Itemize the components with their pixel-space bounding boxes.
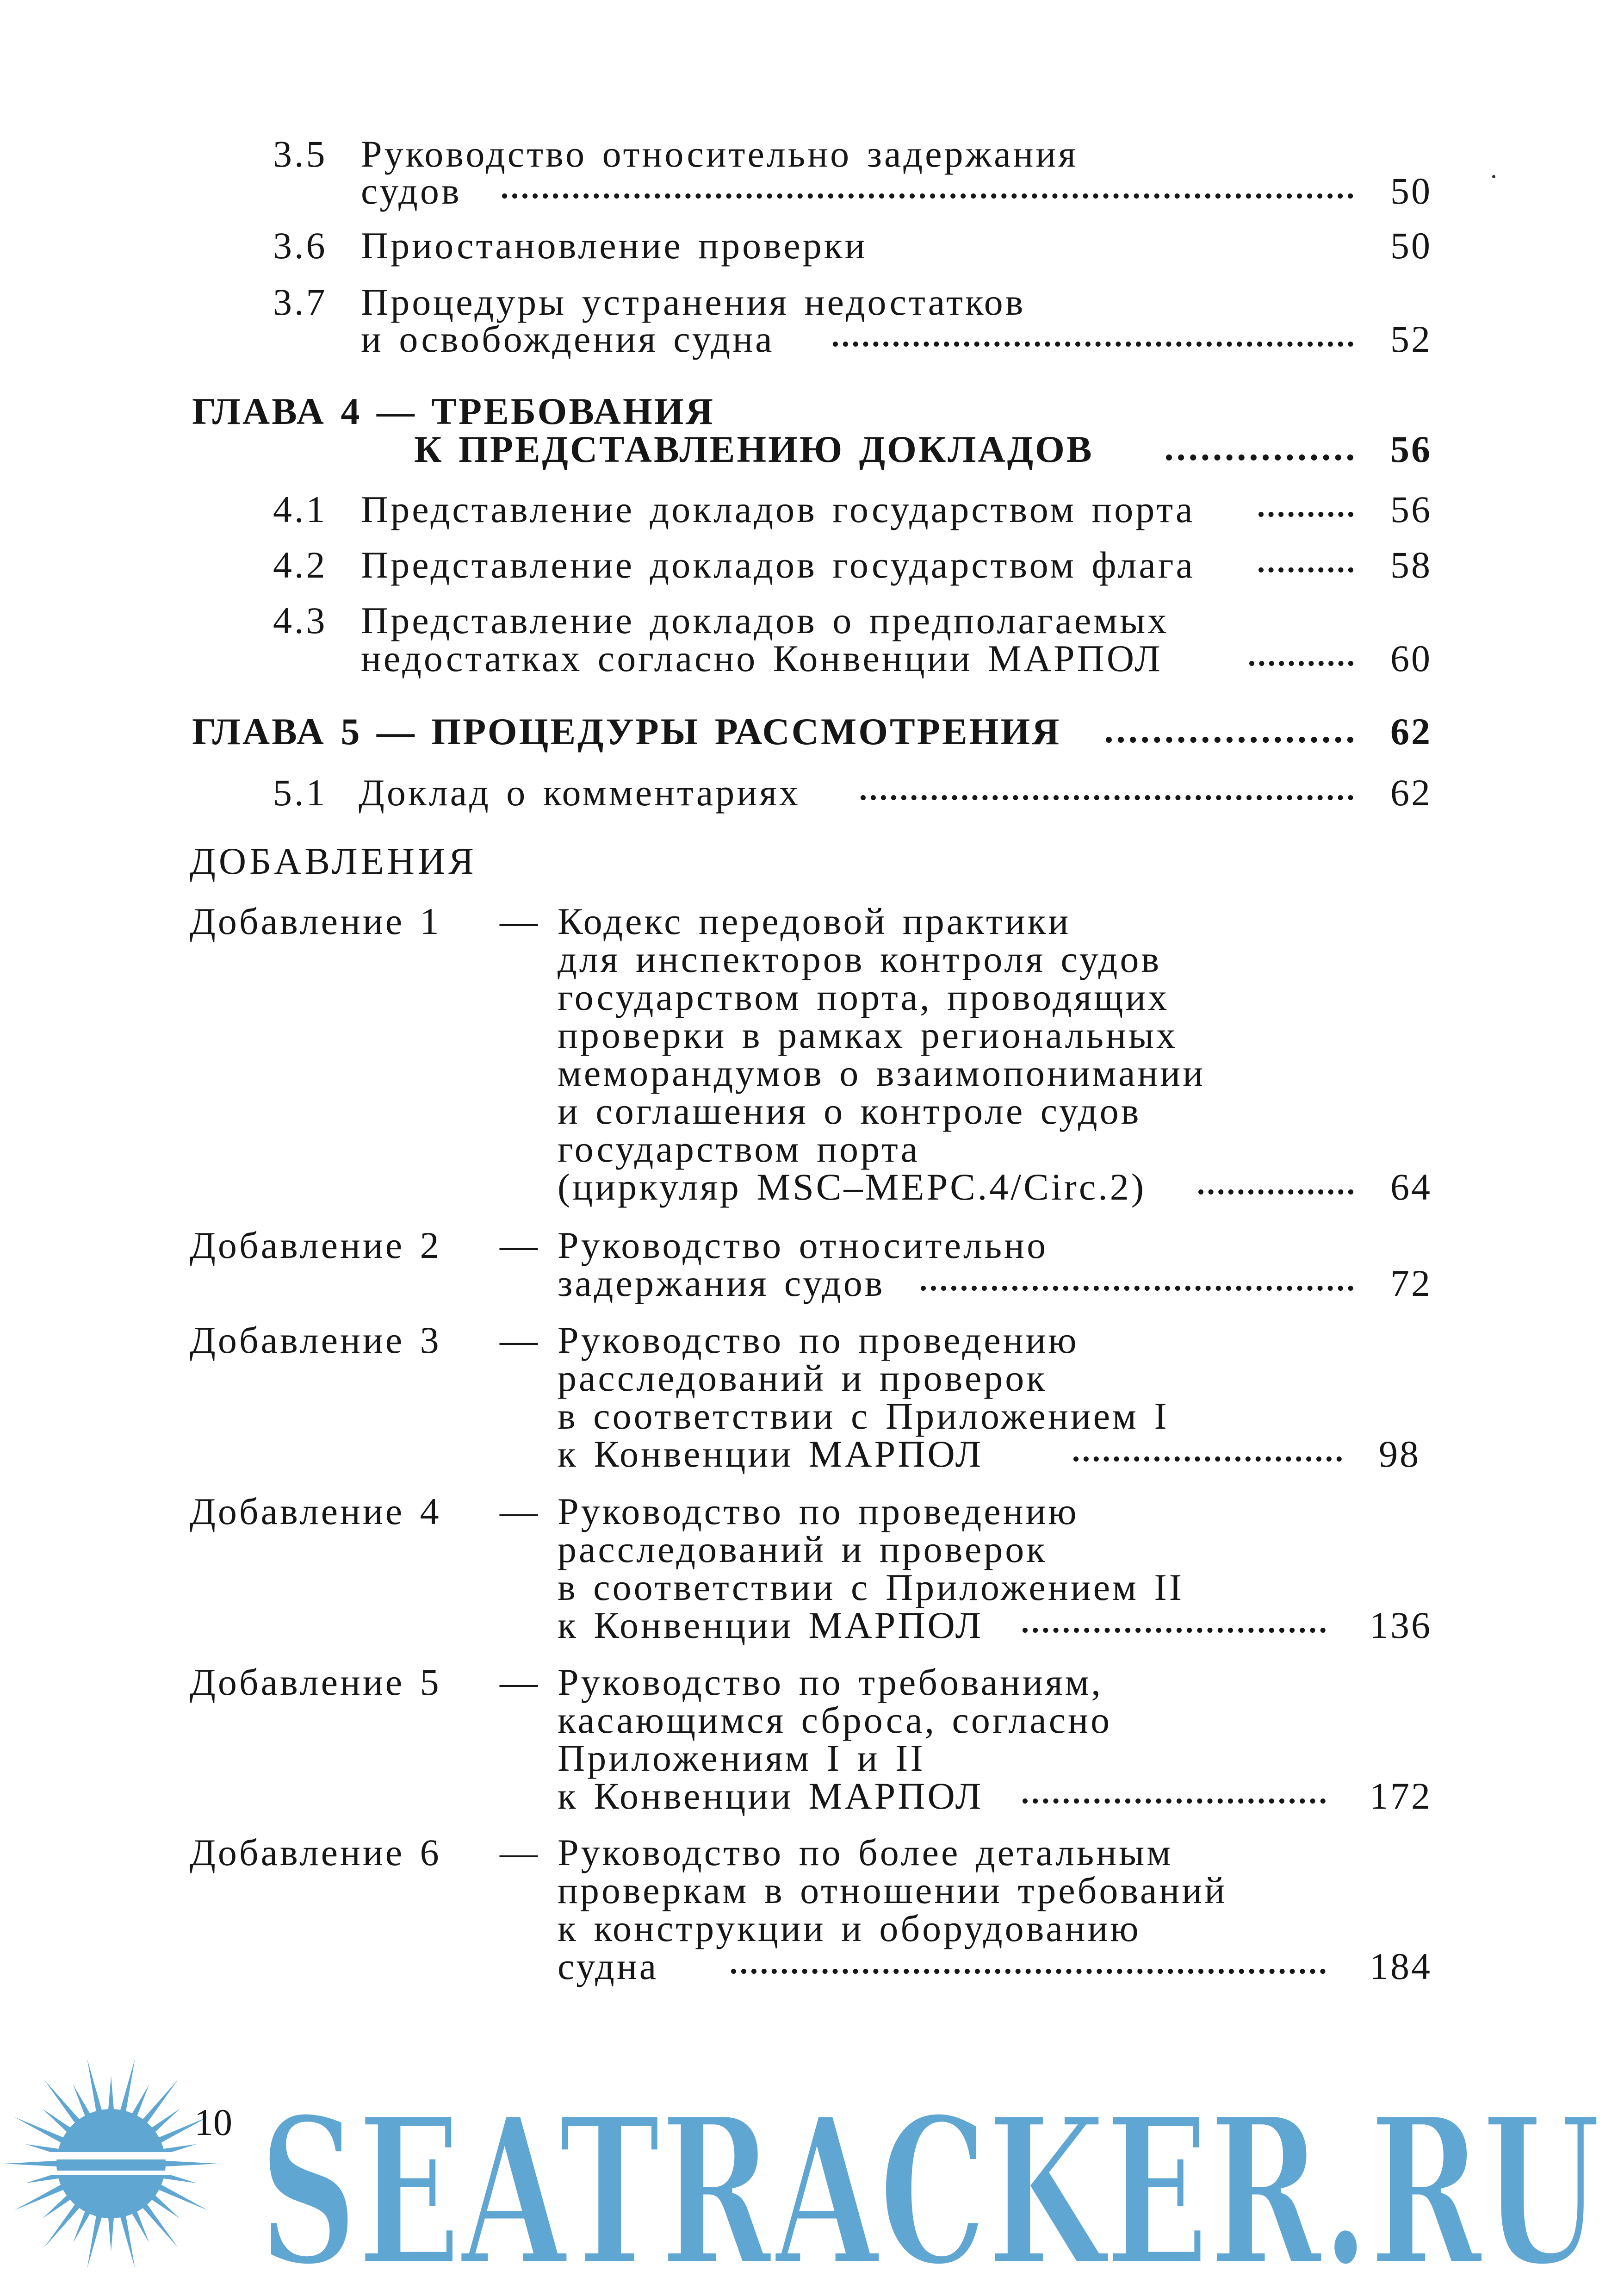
appendix-title-line: Руководство по проведению — [558, 1490, 1079, 1532]
sun-logo-icon — [0, 2055, 222, 2272]
page-ref: 56 — [1390, 488, 1432, 530]
section-number: 4.1 — [273, 488, 328, 530]
section-title: Представление докладов государством порта — [361, 488, 1195, 530]
appendix-title-line: касающимся сброса, согласно — [558, 1699, 1112, 1741]
sun-ray — [44, 2202, 81, 2248]
page-ref: 50 — [1390, 224, 1432, 267]
sun-ray — [4, 2160, 60, 2166]
watermark-text: SEATRACKER.RU — [259, 2072, 1601, 2296]
sun-ray — [119, 2213, 135, 2269]
dot-leader — [833, 342, 1353, 347]
appendix-title-line: (циркуляр MSC–MEPC.4/Circ.2) — [558, 1166, 1147, 1208]
chapter-title: ГЛАВА 4 — ТРЕБОВАНИЯ — [192, 390, 715, 432]
appendix-title-line: Руководство по более детальным — [558, 1831, 1173, 1873]
appendix-title-line: в соответствии с Приложением II — [558, 1566, 1184, 1608]
page-ref: 172 — [1370, 1775, 1432, 1817]
dot-leader — [502, 193, 1353, 199]
page-ref: 62 — [1390, 772, 1432, 814]
section-title: Доклад о комментариях — [359, 772, 800, 814]
appendix-dash: — — [500, 1224, 540, 1266]
sun-ray — [162, 2160, 218, 2166]
section-title-cont: и освобождения судна — [361, 318, 775, 360]
page-ref: 136 — [1370, 1604, 1432, 1646]
page-ref: 62 — [1390, 710, 1432, 753]
chapter-title: ГЛАВА 5 — ПРОЦЕДУРЫ РАССМОТРЕНИЯ — [192, 710, 1061, 753]
appendix-title-line: расследований и проверок — [558, 1357, 1048, 1399]
section-title: Руководство относительно задержания — [361, 133, 1079, 175]
appendix-dash: — — [500, 1831, 540, 1873]
appendix-title-line: судна — [558, 1945, 659, 1987]
sun-ray — [87, 2213, 103, 2269]
sun-ray — [108, 2215, 114, 2252]
appendix-title-line: меморандумов о взаимопонимании — [558, 1052, 1206, 1094]
section-number: 5.1 — [273, 772, 328, 814]
appendix-dash: — — [500, 1319, 540, 1361]
appendix-title-line: и соглашения о контроле судов — [558, 1090, 1141, 1132]
section-number: 3.7 — [273, 281, 328, 323]
appendix-title-line: в соответствии с Приложением I — [558, 1395, 1169, 1437]
page-ref: 64 — [1390, 1166, 1432, 1208]
appendix-title-line: к конструкции и оборудованию — [558, 1907, 1141, 1949]
page-ref: 52 — [1390, 318, 1432, 360]
page-ref: 56 — [1390, 428, 1432, 470]
appendix-label: Добавление 5 — [190, 1661, 441, 1703]
appendix-dash: — — [500, 1490, 540, 1532]
appendix-label: Добавление 3 — [190, 1319, 441, 1361]
section-title-cont: судов — [361, 170, 462, 212]
appendix-label: Добавление 2 — [190, 1224, 441, 1266]
appendix-title-line: Приложениям I и II — [558, 1737, 925, 1779]
sun-ray — [140, 2080, 178, 2126]
page-ref: 98 — [1379, 1433, 1420, 1475]
page-ref: 58 — [1390, 544, 1432, 586]
section-title: Процедуры устранения недостатков — [361, 281, 1026, 323]
section-title: Приостановление проверки — [361, 224, 868, 267]
dot-leader — [1023, 1628, 1326, 1633]
appendix-title-line: Руководство относительно — [558, 1224, 1048, 1266]
appendix-title-line: проверки в рамках региональных — [558, 1014, 1178, 1056]
appendix-label: Добавление 4 — [190, 1490, 441, 1532]
appendix-title-line: к Конвенции МАРПОЛ — [558, 1775, 984, 1817]
section-number: 4.3 — [273, 599, 328, 641]
appendix-label: Добавление 6 — [190, 1831, 441, 1873]
section-number: 3.5 — [273, 133, 328, 175]
section-title-cont: недостатках согласно Конвенции МАРПОЛ — [361, 637, 1163, 679]
appendix-title-line: проверкам в отношении требований — [558, 1869, 1227, 1911]
appendix-title-line: задержания судов — [558, 1262, 885, 1304]
appendix-title-line: Руководство по требованиям, — [558, 1661, 1103, 1703]
appendix-dash: — — [500, 900, 540, 942]
appendix-title-line: к Конвенции МАРПОЛ — [558, 1604, 984, 1646]
page-ref: 72 — [1390, 1262, 1432, 1304]
dot-leader — [731, 1969, 1326, 1974]
sun-ray — [44, 2080, 81, 2126]
appendix-title-line: для инспекторов контроля судов — [558, 938, 1162, 980]
appendix-title-line: к Конвенции МАРПОЛ — [558, 1433, 984, 1475]
page-ref: 60 — [1390, 637, 1432, 679]
appendix-label: Добавление 1 — [190, 900, 441, 942]
appendix-title-line: государством порта — [558, 1128, 920, 1170]
dot-leader — [1023, 1798, 1326, 1804]
section-title: Представление докладов о предполагаемых — [361, 599, 1169, 641]
section-number: 3.6 — [273, 224, 328, 267]
page-number: 10 — [194, 2101, 232, 2143]
section-number: 4.2 — [273, 544, 328, 586]
dot-leader — [921, 1286, 1353, 1291]
stray-mark — [1492, 175, 1495, 178]
appendix-title-line: государством порта, проводящих — [558, 976, 1170, 1018]
page-ref: 50 — [1390, 170, 1432, 212]
appendix-title-line: Руководство по проведению — [558, 1319, 1079, 1361]
sun-ray — [140, 2202, 178, 2248]
appendix-title-line: Кодекс передовой практики — [558, 900, 1071, 942]
appendix-dash: — — [500, 1661, 540, 1703]
dot-leader — [861, 795, 1353, 800]
sun-ray — [108, 2076, 114, 2113]
chapter-title-cont: К ПРЕДСТАВЛЕНИЮ ДОКЛАДОВ — [414, 428, 1094, 470]
page-ref: 184 — [1370, 1945, 1432, 1987]
appendices-heading: ДОБАВЛЕНИЯ — [190, 840, 477, 882]
sun-ray — [87, 2059, 103, 2115]
sun-ray — [119, 2059, 135, 2115]
appendix-title-line: расследований и проверок — [558, 1528, 1048, 1570]
section-title: Представление докладов государством флага — [361, 544, 1195, 586]
